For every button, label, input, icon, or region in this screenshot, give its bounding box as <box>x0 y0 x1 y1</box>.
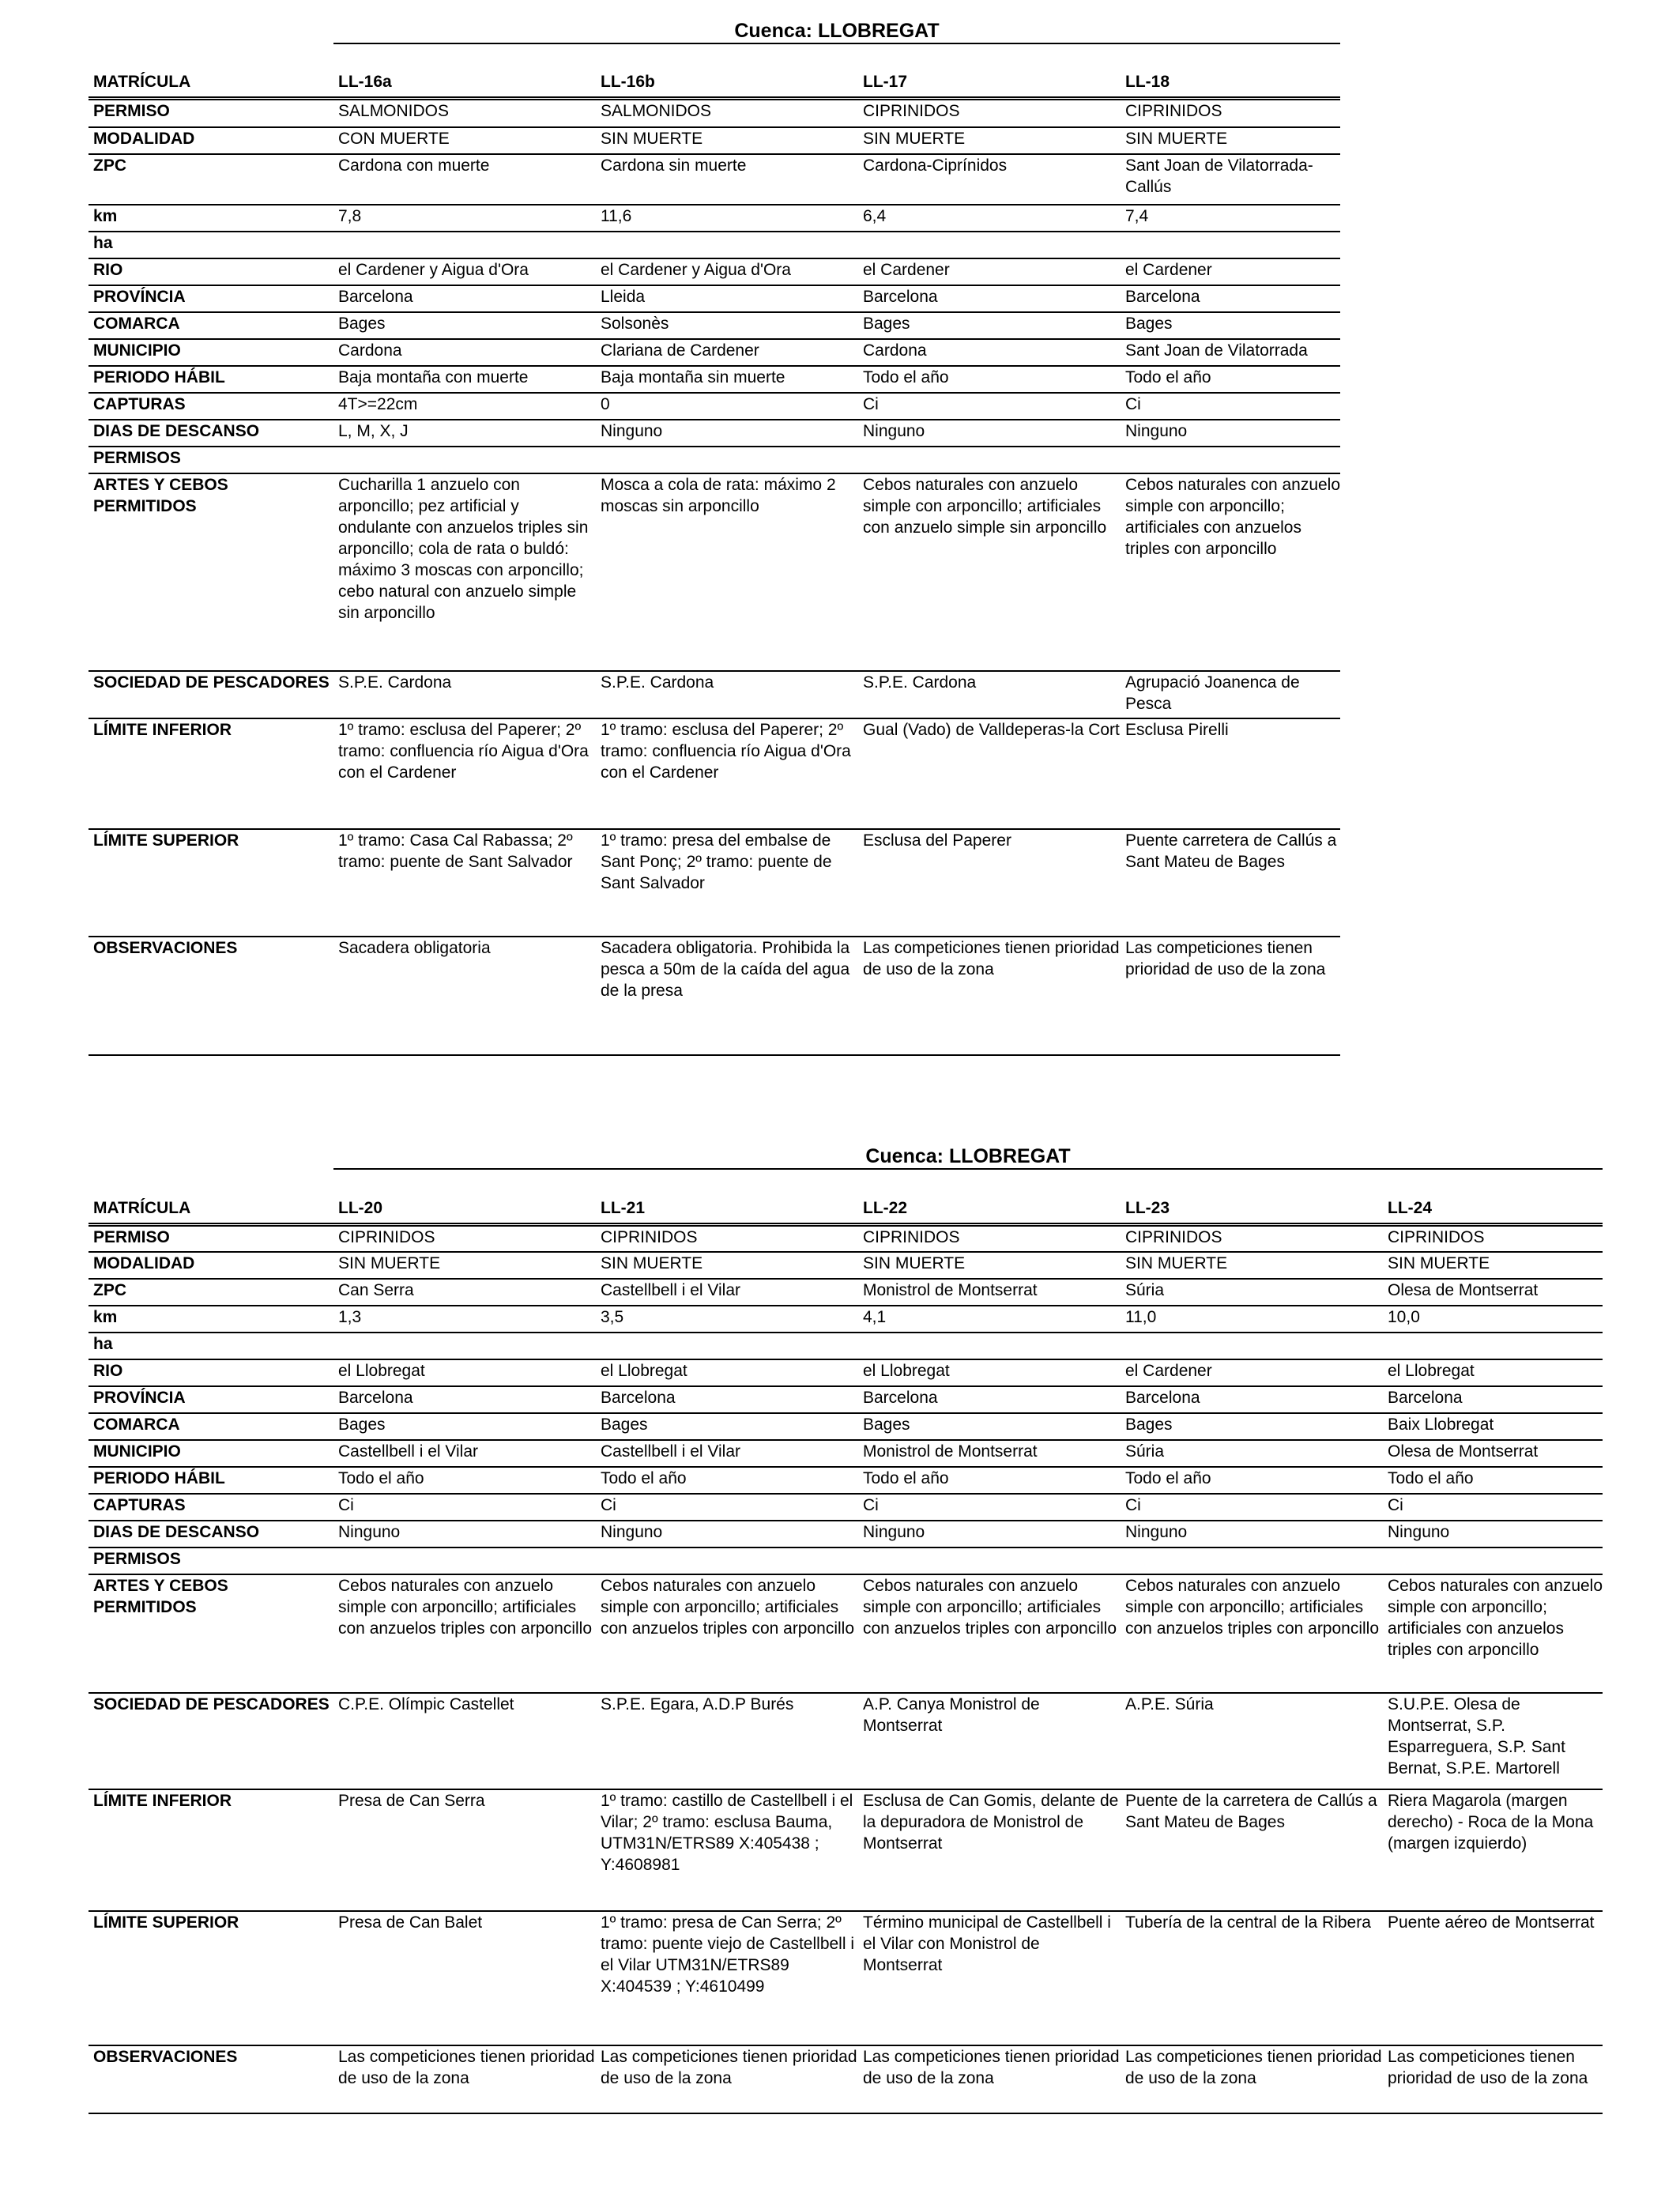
table-cell: S.P.E. Cardona <box>333 671 596 718</box>
table-cell: A.P.E. Súria <box>1121 1693 1383 1789</box>
table-cell: Barcelona <box>596 1386 858 1413</box>
table-cell: Ci <box>596 1494 858 1521</box>
row-dias-de-descanso <box>89 1521 1603 1547</box>
table-cell: Término municipal de Castellbell i el Vilar con Monistrol de Montserrat <box>858 1911 1121 2045</box>
table-cell <box>1121 232 1340 258</box>
table-cell: Barcelona <box>1121 1386 1383 1413</box>
table-cell: Barcelona <box>858 1386 1121 1413</box>
table-cell: 10,0 <box>1383 1306 1603 1333</box>
row-label: MUNICIPIO <box>89 1440 333 1467</box>
row-label: LÍMITE INFERIOR <box>89 1789 333 1911</box>
table-cell: Riera Magarola (margen derecho) - Roca de la Mona (margen izquierdo) <box>1383 1789 1603 1911</box>
row-label: SOCIEDAD DE PESCADORES <box>89 1693 333 1789</box>
row-limite-superior <box>89 829 1340 937</box>
table-cell <box>1383 1547 1603 1574</box>
table-cell: Bages <box>1121 312 1340 339</box>
table-2-body <box>89 1225 1603 2113</box>
row-label: PERIODO HÁBIL <box>89 1467 333 1494</box>
table-cell: Todo el año <box>1121 366 1340 393</box>
row-periodo-habil <box>89 366 1340 393</box>
row-municipio <box>89 339 1340 366</box>
column-header: LL-16a <box>333 70 596 99</box>
table-cell: 11,0 <box>1121 1306 1383 1333</box>
row-permiso <box>89 99 1340 127</box>
table-cell: CIPRINIDOS <box>1121 1225 1383 1252</box>
table-cell: Baja montaña sin muerte <box>596 366 858 393</box>
table-cell <box>858 232 1121 258</box>
table-cell: SIN MUERTE <box>1121 1252 1383 1279</box>
table-cell: 1º tramo: esclusa del Paperer; 2º tramo: confluencia río Aigua d'Ora con el Cardener <box>333 718 596 829</box>
table-cell: Sant Joan de Vilatorrada-Callús <box>1121 154 1340 205</box>
table-cell: 1º tramo: Casa Cal Rabassa; 2º tramo: puente de Sant Salvador <box>333 829 596 937</box>
table-cell: Cucharilla 1 anzuelo con arponcillo; pez artificial y ondulante con anzuelos triples sin arponcillo; cola de rata o buldó: máximo 3 moscas con arponcillo; cebo natural con anzuelo simple sin arponcillo <box>333 473 596 671</box>
table-cell <box>858 1333 1121 1359</box>
row-permiso <box>89 1225 1603 1252</box>
row-limite-superior <box>89 1911 1603 2045</box>
table-cell <box>1121 447 1340 473</box>
row-label: MODALIDAD <box>89 1252 333 1279</box>
table-cell: Barcelona <box>333 285 596 312</box>
table-cell: Todo el año <box>858 1467 1121 1494</box>
table-cell: SIN MUERTE <box>858 127 1121 154</box>
table-cell <box>333 447 596 473</box>
table-cell: Ninguno <box>333 1521 596 1547</box>
table-cell: Súria <box>1121 1279 1383 1306</box>
table-cell: 6,4 <box>858 205 1121 232</box>
table-cell: Esclusa del Paperer <box>858 829 1121 937</box>
table-cell: 4,1 <box>858 1306 1121 1333</box>
column-header: LL-18 <box>1121 70 1340 99</box>
table-cell: 1º tramo: esclusa del Paperer; 2º tramo: confluencia río Aigua d'Ora con el Cardener <box>596 718 858 829</box>
table-cell: Bages <box>333 312 596 339</box>
row-zpc <box>89 154 1340 205</box>
table-cell: Barcelona <box>333 1386 596 1413</box>
table-1-body <box>89 99 1340 1055</box>
row-limite-inferior <box>89 1789 1603 1911</box>
column-header: LL-24 <box>1383 1196 1603 1225</box>
table-2 <box>89 1196 1603 2114</box>
row-artes-y-cebos-permitidos <box>89 1574 1603 1693</box>
row-label: COMARCA <box>89 1413 333 1440</box>
table-cell: Bages <box>858 1413 1121 1440</box>
row-rio <box>89 1359 1603 1386</box>
table-cell: 7,4 <box>1121 205 1340 232</box>
table-cell: Ci <box>1121 393 1340 420</box>
row-label: ha <box>89 232 333 258</box>
row-label: MUNICIPIO <box>89 339 333 366</box>
table-cell: Olesa de Montserrat <box>1383 1279 1603 1306</box>
table-cell <box>596 232 858 258</box>
table-cell: CIPRINIDOS <box>1121 99 1340 127</box>
table-cell: Barcelona <box>858 285 1121 312</box>
table-cell: Esclusa de Can Gomis, delante de la depuradora de Monistrol de Montserrat <box>858 1789 1121 1911</box>
table-cell: Barcelona <box>1383 1386 1603 1413</box>
row-label: LÍMITE SUPERIOR <box>89 1911 333 2045</box>
table-cell: CON MUERTE <box>333 127 596 154</box>
table-cell <box>596 1547 858 1574</box>
table-cell: SALMONIDOS <box>333 99 596 127</box>
row-provincia <box>89 1386 1603 1413</box>
row-municipio <box>89 1440 1603 1467</box>
table-cell: Ninguno <box>1121 420 1340 447</box>
table-cell: SIN MUERTE <box>858 1252 1121 1279</box>
table-cell <box>858 1547 1121 1574</box>
table-cell: S.U.P.E. Olesa de Montserrat, S.P. Esparreguera, S.P. Sant Bernat, S.P.E. Martorell <box>1383 1693 1603 1789</box>
table-cell <box>333 232 596 258</box>
table-cell: el Llobregat <box>333 1359 596 1386</box>
table-cell: S.P.E. Egara, A.D.P Burés <box>596 1693 858 1789</box>
table-cell: Solsonès <box>596 312 858 339</box>
table-cell: 11,6 <box>596 205 858 232</box>
table-cell: el Llobregat <box>1383 1359 1603 1386</box>
row-observaciones <box>89 2045 1603 2113</box>
row-label: ARTES Y CEBOS PERMITIDOS <box>89 473 333 671</box>
table-cell <box>1121 1333 1383 1359</box>
row-km <box>89 205 1340 232</box>
table-cell: Ninguno <box>858 420 1121 447</box>
row-label: RIO <box>89 1359 333 1386</box>
table-cell: CIPRINIDOS <box>1383 1225 1603 1252</box>
table-cell: A.P. Canya Monistrol de Montserrat <box>858 1693 1121 1789</box>
table-cell: el Llobregat <box>596 1359 858 1386</box>
table-cell: 3,5 <box>596 1306 858 1333</box>
column-header: LL-21 <box>596 1196 858 1225</box>
table-cell: Gual (Vado) de Valldeperas-la Cort <box>858 718 1121 829</box>
row-label: CAPTURAS <box>89 1494 333 1521</box>
table-cell <box>333 1547 596 1574</box>
table-cell: Puente de la carretera de Callús a Sant Mateu de Bages <box>1121 1789 1383 1911</box>
table-cell: Las competiciones tienen prioridad de uso de la zona <box>1121 2045 1383 2113</box>
table-cell: Ci <box>1383 1494 1603 1521</box>
table-cell <box>858 447 1121 473</box>
table-cell: Ci <box>1121 1494 1383 1521</box>
table-cell: 1,3 <box>333 1306 596 1333</box>
table-cell: Cebos naturales con anzuelo simple con arponcillo; artificiales con anzuelos triples con arponcillo <box>858 1574 1121 1693</box>
table-cell: L, M, X, J <box>333 420 596 447</box>
row-km <box>89 1306 1603 1333</box>
table-cell: Las competiciones tienen prioridad de uso de la zona <box>1383 2045 1603 2113</box>
table-cell: Bages <box>596 1413 858 1440</box>
table-cell: Monistrol de Montserrat <box>858 1279 1121 1306</box>
table-cell: Cebos naturales con anzuelo simple con arponcillo; artificiales con anzuelos triples con arponcillo <box>1383 1574 1603 1693</box>
table-cell: el Cardener <box>858 258 1121 285</box>
table-cell: SIN MUERTE <box>596 127 858 154</box>
table-cell: Cardona-Ciprínidos <box>858 154 1121 205</box>
table-cell: 7,8 <box>333 205 596 232</box>
table-cell: S.P.E. Cardona <box>858 671 1121 718</box>
row-label: ZPC <box>89 1279 333 1306</box>
row-label: PERMISO <box>89 1225 333 1252</box>
table-cell: Cebos naturales con anzuelo simple con arponcillo; artificiales con anzuelos triples con arponcillo <box>1121 1574 1383 1693</box>
row-observaciones <box>89 937 1340 1055</box>
table-cell <box>596 447 858 473</box>
row-capturas <box>89 1494 1603 1521</box>
table-cell: Cardona <box>333 339 596 366</box>
table-cell: Las competiciones tienen prioridad de uso de la zona <box>596 2045 858 2113</box>
row-label: COMARCA <box>89 312 333 339</box>
row-sociedad-de-pescadores <box>89 671 1340 718</box>
row-label: LÍMITE INFERIOR <box>89 718 333 829</box>
table-cell: el Cardener y Aigua d'Ora <box>596 258 858 285</box>
table-cell: CIPRINIDOS <box>333 1225 596 1252</box>
table-cell: Ninguno <box>596 1521 858 1547</box>
table-cell: Las competiciones tienen prioridad de uso de la zona <box>858 2045 1121 2113</box>
row-zpc <box>89 1279 1603 1306</box>
table-cell: Ninguno <box>1121 1521 1383 1547</box>
row-label: PERMISOS <box>89 447 333 473</box>
row-sociedad-de-pescadores <box>89 1693 1603 1789</box>
table-cell: S.P.E. Cardona <box>596 671 858 718</box>
table-cell: Ninguno <box>1383 1521 1603 1547</box>
table-cell: Esclusa Pirelli <box>1121 718 1340 829</box>
row-label: PROVÍNCIA <box>89 285 333 312</box>
column-header: LL-20 <box>333 1196 596 1225</box>
table-cell: Ci <box>858 393 1121 420</box>
table-cell: 1º tramo: castillo de Castellbell i el Vilar; 2º tramo: esclusa Bauma, UTM31N/ETRS89 X:405438 ; Y:4608981 <box>596 1789 858 1911</box>
table-cell: Tubería de la central de la Ribera <box>1121 1911 1383 2045</box>
table-cell: Cebos naturales con anzuelo simple con arponcillo; artificiales con anzuelos triples con arponcillo <box>333 1574 596 1693</box>
row-artes-y-cebos-permitidos <box>89 473 1340 671</box>
row-label: PERMISOS <box>89 1547 333 1574</box>
row-label: DIAS DE DESCANSO <box>89 420 333 447</box>
table-cell: 1º tramo: presa del embalse de Sant Ponç; 2º tramo: puente de Sant Salvador <box>596 829 858 937</box>
table-cell: Cardona <box>858 339 1121 366</box>
table-cell: Mosca a cola de rata: máximo 2 moscas sin arponcillo <box>596 473 858 671</box>
row-comarca <box>89 1413 1603 1440</box>
table-cell: Súria <box>1121 1440 1383 1467</box>
header-row <box>89 70 1340 99</box>
table-cell: Sant Joan de Vilatorrada <box>1121 339 1340 366</box>
column-header: LL-23 <box>1121 1196 1383 1225</box>
table-cell: Olesa de Montserrat <box>1383 1440 1603 1467</box>
table-cell: Sacadera obligatoria <box>333 937 596 1055</box>
row-rio <box>89 258 1340 285</box>
table-cell: Monistrol de Montserrat <box>858 1440 1121 1467</box>
row-label: CAPTURAS <box>89 393 333 420</box>
row-ha <box>89 232 1340 258</box>
table-cell: Las competiciones tienen prioridad de uso de la zona <box>858 937 1121 1055</box>
table-cell: Ninguno <box>858 1521 1121 1547</box>
column-header: LL-22 <box>858 1196 1121 1225</box>
table-cell: Todo el año <box>858 366 1121 393</box>
table-cell: C.P.E. Olímpic Castellet <box>333 1693 596 1789</box>
table-cell: Todo el año <box>596 1467 858 1494</box>
column-header: LL-16b <box>596 70 858 99</box>
table-cell: Presa de Can Serra <box>333 1789 596 1911</box>
table-cell: SIN MUERTE <box>1121 127 1340 154</box>
table-cell: CIPRINIDOS <box>596 1225 858 1252</box>
table-cell <box>1383 1333 1603 1359</box>
table-cell: Presa de Can Balet <box>333 1911 596 2045</box>
table-cell: Castellbell i el Vilar <box>596 1440 858 1467</box>
row-label: SOCIEDAD DE PESCADORES <box>89 671 333 718</box>
row-label: RIO <box>89 258 333 285</box>
row-label: OBSERVACIONES <box>89 2045 333 2113</box>
row-comarca <box>89 312 1340 339</box>
row-label: PROVÍNCIA <box>89 1386 333 1413</box>
row-label: km <box>89 1306 333 1333</box>
table-cell: SIN MUERTE <box>333 1252 596 1279</box>
table-cell: el Cardener y Aigua d'Ora <box>333 258 596 285</box>
table-cell: Cebos naturales con anzuelo simple con arponcillo; artificiales con anzuelos triples con arponcillo <box>596 1574 858 1693</box>
table-cell: Puente aéreo de Montserrat <box>1383 1911 1603 2045</box>
table-1 <box>89 70 1340 1056</box>
row-periodo-habil <box>89 1467 1603 1494</box>
row-label: OBSERVACIONES <box>89 937 333 1055</box>
table-cell: CIPRINIDOS <box>858 99 1121 127</box>
row-label: PERIODO HÁBIL <box>89 366 333 393</box>
table-cell: Bages <box>1121 1413 1383 1440</box>
table-cell: Bages <box>333 1413 596 1440</box>
row-label: PERMISO <box>89 99 333 127</box>
table-cell <box>596 1333 858 1359</box>
table-cell: Todo el año <box>1383 1467 1603 1494</box>
table-cell: el Cardener <box>1121 1359 1383 1386</box>
table-cell: Baix Llobregat <box>1383 1413 1603 1440</box>
table-cell: Ci <box>333 1494 596 1521</box>
row-dias-de-descanso <box>89 420 1340 447</box>
table-cell: Cardona sin muerte <box>596 154 858 205</box>
row-label: km <box>89 205 333 232</box>
row-modalidad <box>89 1252 1603 1279</box>
table-cell: el Cardener <box>1121 258 1340 285</box>
table-cell: SIN MUERTE <box>1383 1252 1603 1279</box>
column-header: LL-17 <box>858 70 1121 99</box>
table-cell: Baja montaña con muerte <box>333 366 596 393</box>
table-2-title: Cuenca: LLOBREGAT <box>333 1144 1603 1170</box>
table-cell: Cebos naturales con anzuelo simple con arponcillo; artificiales con anzuelo simple sin arponcillo <box>858 473 1121 671</box>
table-cell: SALMONIDOS <box>596 99 858 127</box>
table-cell: Todo el año <box>1121 1467 1383 1494</box>
row-capturas <box>89 393 1340 420</box>
row-label: DIAS DE DESCANSO <box>89 1521 333 1547</box>
table-cell: Castellbell i el Vilar <box>596 1279 858 1306</box>
table-cell: 1º tramo: presa de Can Serra; 2º tramo: puente viejo de Castellbell i el Vilar UTM31N/ETRS89 X:404539 ; Y:4610499 <box>596 1911 858 2045</box>
table-cell: Las competiciones tienen prioridad de uso de la zona <box>333 2045 596 2113</box>
table-cell: Clariana de Cardener <box>596 339 858 366</box>
table-cell: Cardona con muerte <box>333 154 596 205</box>
table-cell: Ci <box>858 1494 1121 1521</box>
table-cell: CIPRINIDOS <box>858 1225 1121 1252</box>
table-cell: Agrupació Joanenca de Pesca <box>1121 671 1340 718</box>
row-provincia <box>89 285 1340 312</box>
row-permisos <box>89 447 1340 473</box>
matricula-header: MATRÍCULA <box>89 70 333 99</box>
row-ha <box>89 1333 1603 1359</box>
table-cell <box>1121 1547 1383 1574</box>
matricula-header: MATRÍCULA <box>89 1196 333 1225</box>
table-cell: Las competiciones tienen prioridad de uso de la zona <box>1121 937 1340 1055</box>
table-cell: Puente carretera de Callús a Sant Mateu de Bages <box>1121 829 1340 937</box>
table-cell: Can Serra <box>333 1279 596 1306</box>
table-cell: el Llobregat <box>858 1359 1121 1386</box>
table-cell <box>333 1333 596 1359</box>
table-cell: SIN MUERTE <box>596 1252 858 1279</box>
row-permisos <box>89 1547 1603 1574</box>
header-row <box>89 1196 1603 1225</box>
row-modalidad <box>89 127 1340 154</box>
table-cell: Castellbell i el Vilar <box>333 1440 596 1467</box>
table-1-title: Cuenca: LLOBREGAT <box>333 19 1340 44</box>
table-cell: Todo el año <box>333 1467 596 1494</box>
table-cell: Barcelona <box>1121 285 1340 312</box>
row-label: ha <box>89 1333 333 1359</box>
table-cell: 4T>=22cm <box>333 393 596 420</box>
row-limite-inferior <box>89 718 1340 829</box>
table-cell: Cebos naturales con anzuelo simple con arponcillo; artificiales con anzuelos triples con arponcillo <box>1121 473 1340 671</box>
table-cell: 0 <box>596 393 858 420</box>
table-cell: Bages <box>858 312 1121 339</box>
row-label: ARTES Y CEBOS PERMITIDOS <box>89 1574 333 1693</box>
table-cell: Ninguno <box>596 420 858 447</box>
table-cell: Sacadera obligatoria. Prohibida la pesca a 50m de la caída del agua de la presa <box>596 937 858 1055</box>
row-label: MODALIDAD <box>89 127 333 154</box>
row-label: LÍMITE SUPERIOR <box>89 829 333 937</box>
table-cell: Lleida <box>596 285 858 312</box>
row-label: ZPC <box>89 154 333 205</box>
